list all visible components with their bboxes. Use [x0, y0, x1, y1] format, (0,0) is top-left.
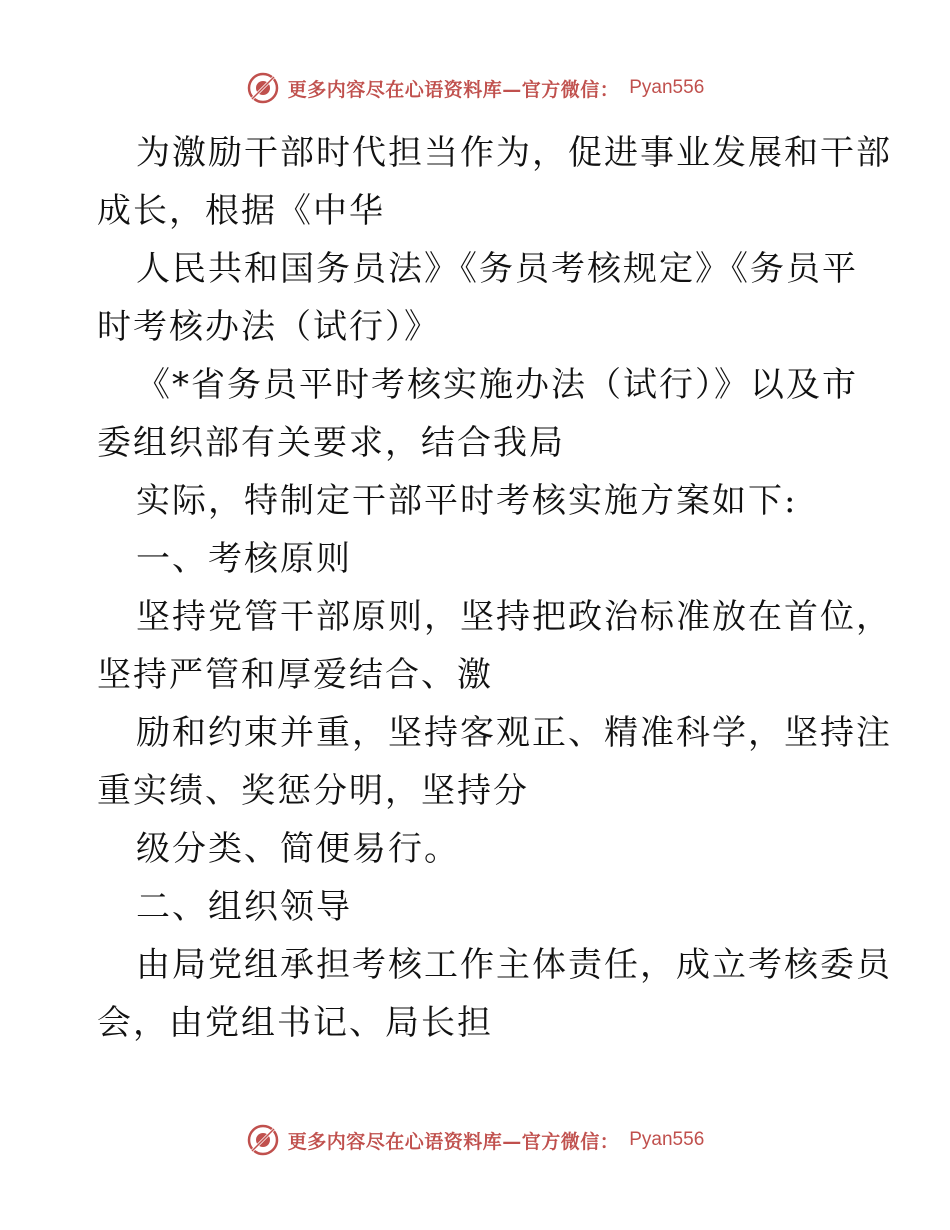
- body-line: 坚持严管和厚爱结合、激: [97, 655, 493, 695]
- body-line: 实际，特制定干部平时考核实施方案如下:: [136, 481, 798, 521]
- body-line: 人民共和国务员法》《务员考核规定》《务员平: [136, 249, 858, 289]
- document-body: [97, 124, 892, 1052]
- body-line: 坚持党管干部原则，坚持把政治标准放在首位，: [136, 597, 892, 637]
- body-line: 为激励干部时代担当作为，促进事业发展和干部: [136, 133, 892, 173]
- body-line: 重实绩、奖惩分明，坚持分: [97, 771, 529, 811]
- section-heading: 一、考核原则: [136, 539, 352, 579]
- header-watermark: [0, 70, 950, 106]
- body-line: 成长，根据《中华: [97, 191, 385, 231]
- body-line: 励和约束并重，坚持客观正、精准科学，坚持注: [136, 713, 892, 753]
- footer-watermark: [0, 1122, 950, 1158]
- section-heading: 二、组织领导: [136, 887, 352, 927]
- body-line: 级分类、简便易行。: [136, 829, 460, 869]
- body-line: 会，由党组书记、局长担: [97, 1003, 493, 1043]
- body-line: 由局党组承担考核工作主体责任，成立考核委员: [136, 945, 892, 985]
- logo-icon: [246, 1123, 280, 1157]
- body-line: 时考核办法（试行）》: [97, 307, 440, 347]
- logo-icon: [246, 71, 280, 105]
- footer-banner-text: 更多内容尽在心语资料库—官方微信：: [287, 1130, 620, 1153]
- header-wechat-id: Pyan556: [629, 77, 705, 98]
- header-banner-text: 更多内容尽在心语资料库—官方微信：: [287, 78, 620, 101]
- body-line: 《*省务员平时考核实施办法（试行）》以及市: [136, 365, 858, 405]
- footer-wechat-id: Pyan556: [629, 1129, 705, 1150]
- body-line: 委组织部有关要求，结合我局: [97, 423, 565, 463]
